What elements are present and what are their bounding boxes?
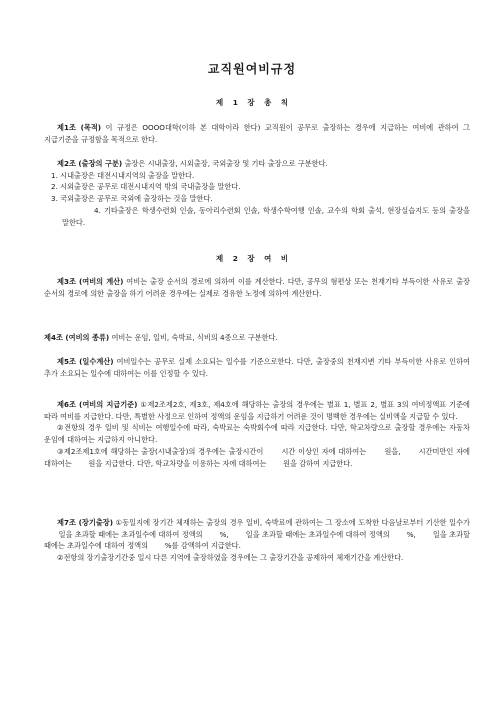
article-1 xyxy=(44,122,470,145)
article-3-text: 여비는 출장 순서의 경로에 의하여 이를 계산한다. 다만, 공무의 형편상 또는 천재기타 부득이한 사유로 출장 순서의 경로에 의한 출장을 하기 어려운 경우에는 실제로 경유한 노정에 의하여 계산한다. xyxy=(44,277,470,298)
article-1-text: 이 규정은 OOOO대학(이하 본 대학이라 한다) 교직원이 공무로 출장하는 경우에 지급하는 여비에 관하여 그 지급기준을 규정함을 목적으로 한다. xyxy=(44,123,470,144)
article-2-item: 4. 기타출장은 학생수련회 인솔, 동아리수련회 인솔, 학생수학여행 인솔, 교수의 학회 출석, 현장실습지도 등의 출장을 말한다. xyxy=(62,205,470,227)
article-2-item: 1. 시내출장은 대전시내지역의 출장을 말한다. xyxy=(51,170,195,180)
article-7-paragraph-2: ②전항의 장기출장기간중 일시 다른 지역에 출장하였을 경우에는 그 출장기간을 공제하여 체재기간을 계산한다. xyxy=(57,553,404,563)
article-6 xyxy=(44,399,470,469)
article-3 xyxy=(44,276,470,299)
article-2-item: 3. 국외출장은 공무로 국외에 출장하는 것을 말한다. xyxy=(51,194,213,204)
article-4-text: 여비는 운임, 일비, 숙박료, 식비의 4종으로 구분한다. xyxy=(109,333,278,342)
article-7-heading: 제7조 (장기출장) xyxy=(57,518,113,527)
article-5-text: 여비일수는 공무로 실제 소요되는 일수를 기준으로한다. 다만, 출장중의 천재지변 기타 부득이한 사유로 인하여 추가 소요되는 일수에 대하여는 이를 인정할 수 있다. xyxy=(44,357,471,378)
article-2-heading: 제2조 (출장의 구분) xyxy=(57,159,123,168)
document-title: 교직원여비규정 xyxy=(207,62,297,76)
article-4 xyxy=(44,332,470,344)
article-6-heading: 제6조 (여비의 지급기준) xyxy=(57,400,138,409)
chapter-2-heading: 제 2 장 여 비 xyxy=(216,254,288,263)
article-1-heading: 제1조 (목적) xyxy=(57,123,102,132)
article-5-heading: 제5조 (일수계산) xyxy=(57,357,114,366)
article-6-paragraph-2: ②전항의 경우 일비 및 식비는 여행일수에 따라, 숙박료는 숙박회수에 따라 지급한다. 다만, 학교차량으로 출장할 경우에는 자동차 운임에 대하여는 지급하지 아니한다. xyxy=(44,423,470,445)
article-6-text: ①제2조제2호, 제3호, 제4호에 해당하는 출장의 경우에는 별표 1, 별표 2, 별표 3의 여비정액표 기준에 따라 여비를 지급한다. 다만, 특별한 사정으로 인하여 정액의 운임을 지급하기 어려운 것이 명백한 경우에는 실비액을 지급할 수 있다. xyxy=(44,400,470,421)
article-7 xyxy=(44,517,470,564)
article-2-item: 2. 시외출장은 공무로 대전시내지역 밖의 국내출장을 말한다. xyxy=(51,182,241,192)
article-2 xyxy=(44,158,470,228)
article-7-text: ①동일지에 장기간 체재하는 출장의 경우 일비, 숙박료에 관하여는 그 장소에 도착한 다음날로부터 기산한 일수가 일을 초과할 때에는 초과일수에 대하여 정액의 %, 일을 초과할 때에는 초과일수에 대하여 정액의 %, 일을 초과할 때에는 초과일수에 대하여 정액의 %를 감액하여 지급한다. xyxy=(44,518,470,551)
article-3-heading: 제3조 (여비의 계산) xyxy=(57,277,124,286)
article-5 xyxy=(44,356,470,379)
chapter-1-heading: 제 1 장 총 칙 xyxy=(216,98,288,107)
article-6-paragraph-3: ③제2조제1호에 해당하는 출장(시내출장)의 경우에는 출장시간이 시간 이상인 자에 대하여는 원을, 시간미만인 자에 대하여는 원을 지급한다. 다만, 학교차량을 이용하는 자에 대하여는 원을 감하여 지급한다. xyxy=(44,446,470,468)
article-2-text: 출장은 시내출장, 시외출장, 국외출장 및 기타 출장으로 구분한다. xyxy=(122,159,328,168)
article-4-heading: 제4조 (여비의 종류) xyxy=(44,333,110,342)
